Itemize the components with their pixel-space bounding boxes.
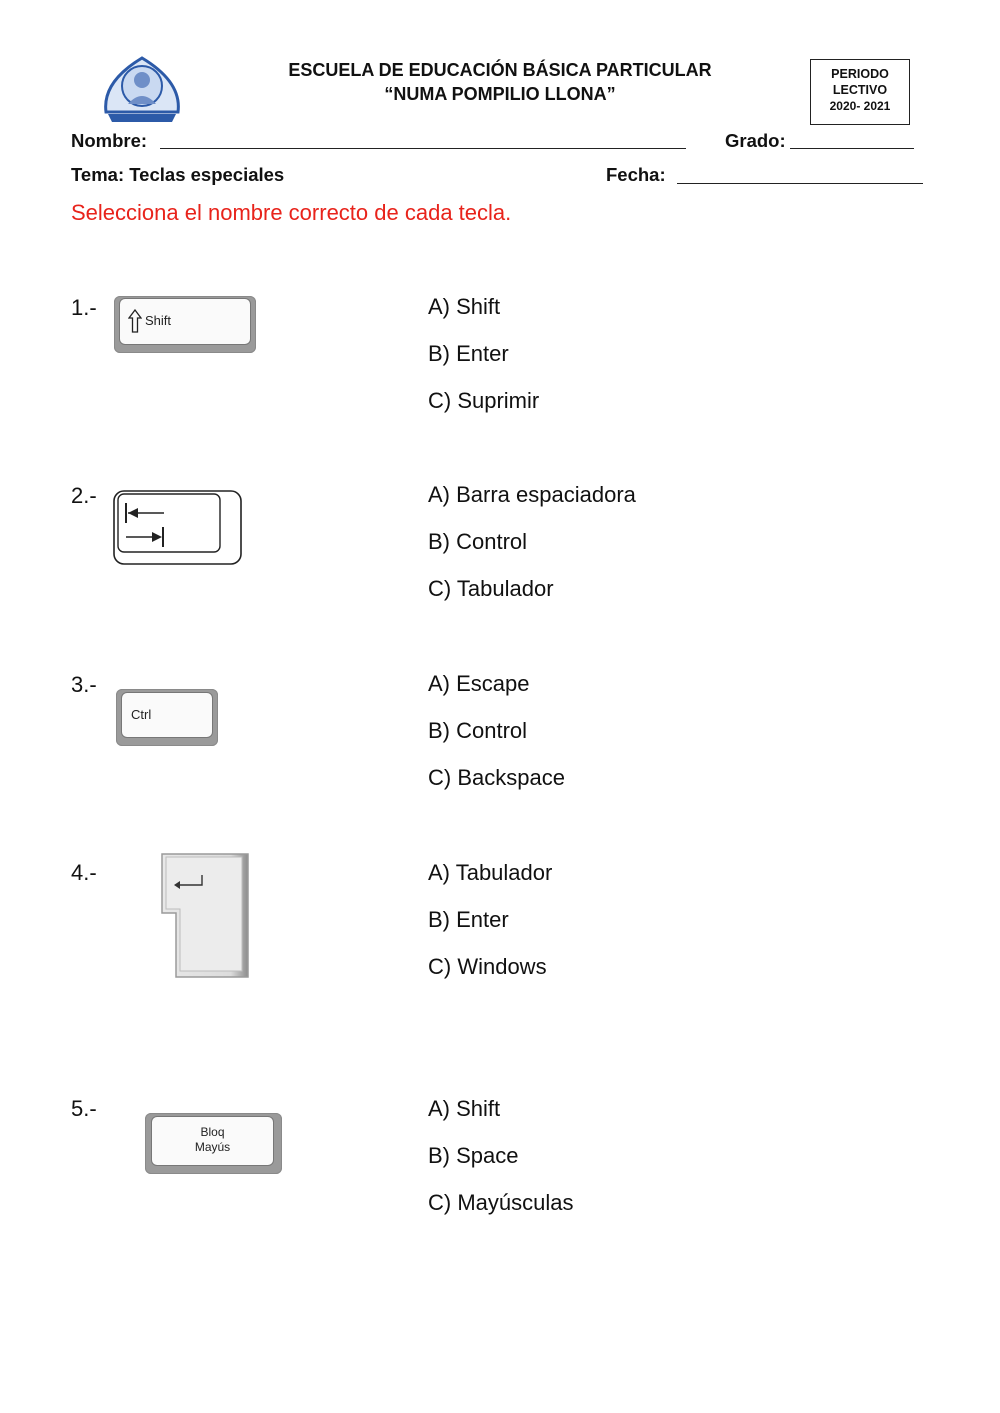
question-number: 2.- [71,483,97,508]
option-item[interactable]: A) Shift [428,1096,501,1121]
instruction-text: Selecciona el nombre correcto de cada tecla. [71,200,512,225]
nombre-field[interactable] [160,148,686,149]
option-item[interactable]: C) Tabulador [428,576,554,601]
option-item[interactable]: C) Mayúsculas [428,1190,574,1215]
nombre-label: Nombre: [71,130,148,151]
option-item[interactable]: B) Enter [428,341,509,366]
option-item[interactable]: B) Control [428,718,528,743]
period-years: 2020- 2021 [829,99,891,113]
question-number: 1.- [71,295,97,320]
school-name-line2: “NUMA POMPILIO LLONA” [384,84,616,104]
question-number: 4.- [71,860,97,885]
school-name-line1: ESCUELA DE EDUCACIÓN BÁSICA PARTICULAR [288,60,712,80]
option-item[interactable]: B) Space [428,1143,519,1168]
option-item[interactable]: C) Suprimir [428,388,540,413]
question-number: 5.- [71,1096,97,1121]
caps-key-label-line2: Mayús [194,1140,231,1154]
fecha-label: Fecha: [606,164,666,185]
fecha-field[interactable] [677,183,923,184]
option-item[interactable]: A) Barra espaciadora [428,482,636,507]
tema-label: Tema: Teclas especiales [71,164,285,185]
grado-label: Grado: [725,130,786,151]
grado-field[interactable] [790,148,914,149]
option-item[interactable]: B) Enter [428,907,509,932]
option-item[interactable]: B) Control [428,529,528,554]
option-item[interactable]: A) Shift [428,294,501,319]
question-number: 3.- [71,672,97,697]
ctrl-key-image [116,689,218,746]
period-line2: LECTIVO [832,83,888,97]
shift-key-label: Shift [145,313,172,328]
option-item[interactable]: C) Windows [428,954,547,979]
option-item[interactable]: A) Tabulador [428,860,553,885]
shift-key-image [114,296,256,353]
enter-key-image [158,851,254,981]
shift-arrow-icon [128,309,142,333]
period-box [810,59,910,125]
option-item[interactable]: C) Backspace [428,765,565,790]
caps-key-label-line1: Bloq [200,1125,225,1139]
option-item[interactable]: A) Escape [428,671,530,696]
period-line1: PERIODO [831,67,889,81]
caps-lock-key-image [145,1113,282,1174]
tab-key-image [112,489,244,567]
ctrl-key-label: Ctrl [131,707,152,722]
school-crest-logo [98,52,186,124]
